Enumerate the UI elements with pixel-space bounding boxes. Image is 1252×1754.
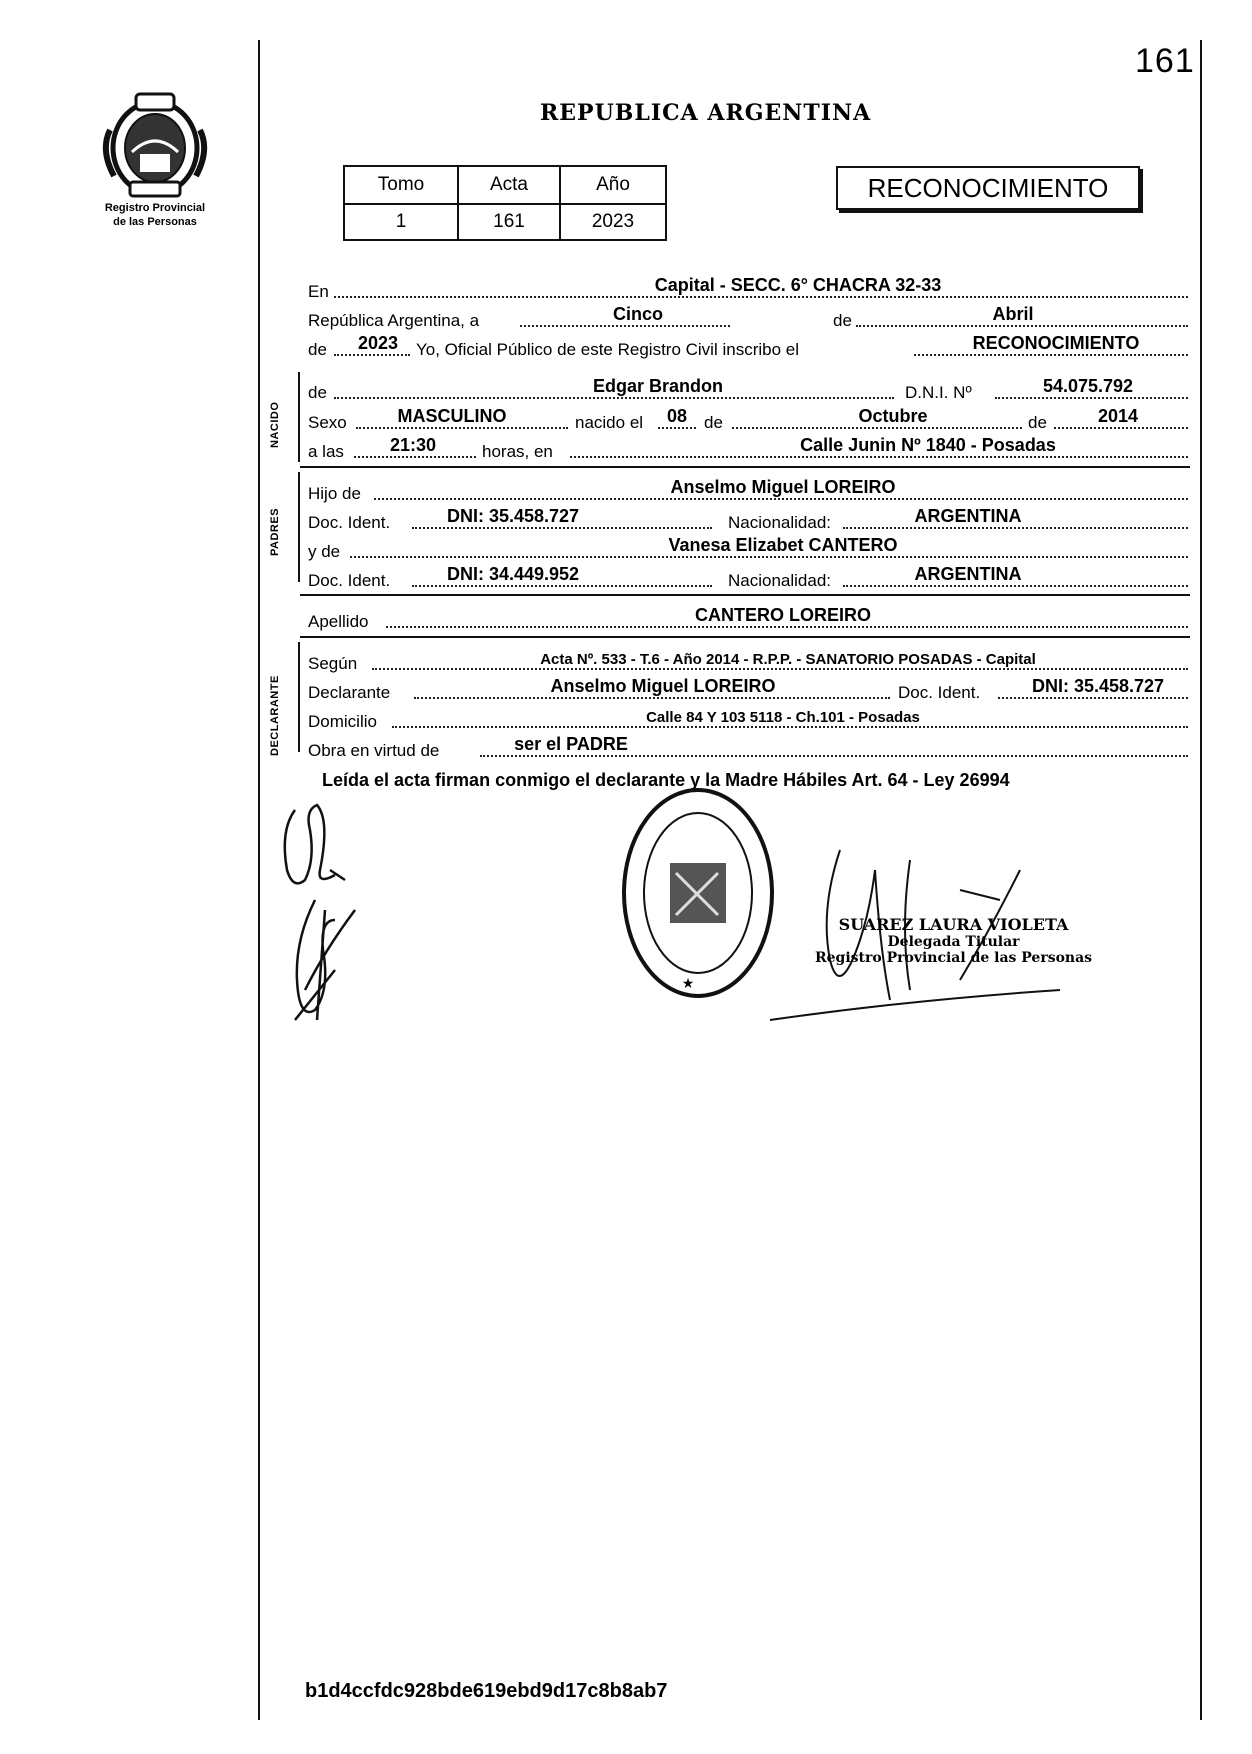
row-sexo — [308, 407, 1188, 433]
dotted-line — [998, 697, 1188, 699]
row-declarante — [308, 677, 1188, 703]
value-mother-name: Vanesa Elizabet CANTERO — [668, 535, 898, 555]
value-domicilio: Calle 84 Y 103 5118 - Ch.101 - Posadas — [646, 709, 920, 726]
registry-logo — [95, 90, 215, 228]
document-title: REPUBLICA ARGENTINA — [540, 100, 872, 126]
row-hijo-de — [308, 478, 1188, 504]
official-stamp-icon — [618, 783, 778, 1003]
label-dni: D.N.I. Nº — [905, 383, 972, 402]
logo-caption-line2: de las Personas — [113, 216, 197, 228]
table-value-tomo: 1 — [344, 204, 458, 240]
value-birth-day: 08 — [666, 406, 688, 426]
side-label-declarante: DECLARANTE — [269, 675, 281, 756]
label-de-birth-year: de — [1028, 413, 1047, 432]
label-domicilio: Domicilio — [308, 712, 377, 731]
dotted-line — [658, 427, 696, 429]
label-de: de — [833, 311, 852, 330]
section-separator — [300, 466, 1190, 468]
row-domicilio — [308, 706, 1188, 732]
dotted-line — [350, 556, 1188, 558]
label-de-year: de — [308, 340, 327, 359]
value-segun: Acta Nº. 533 - T.6 - Año 2014 - R.P.P. - SANATORIO POSADAS - Capital — [540, 651, 1036, 668]
label-doc-ident: Doc. Ident. — [898, 683, 981, 702]
dotted-line — [356, 427, 568, 429]
dotted-line — [386, 626, 1188, 628]
dotted-line — [334, 397, 894, 399]
value-father-nationality: ARGENTINA — [914, 506, 1022, 526]
label-hijo-de: Hijo de — [308, 484, 361, 503]
row-father-doc — [308, 507, 1188, 533]
official-signature-block — [815, 915, 1092, 966]
dotted-line — [843, 527, 1188, 529]
label-doc-ident: Doc. Ident. — [308, 571, 391, 590]
row-a-las — [308, 436, 1188, 462]
table-header-ano: Año — [560, 166, 666, 204]
logo-caption-line1: Registro Provincial — [104, 202, 206, 214]
row-republica — [308, 305, 1188, 331]
value-mother-doc: DNI: 34.449.952 — [446, 564, 580, 584]
label-inscribo: Yo, Oficial Público de este Registro Civil inscribo el — [416, 340, 799, 359]
value-birth-year: 2014 — [1097, 406, 1139, 426]
coat-of-arms-icon — [100, 90, 210, 200]
dotted-line — [412, 527, 712, 529]
table-value-acta: 161 — [458, 204, 560, 240]
page-number: 161 — [1135, 42, 1195, 80]
side-label-padres: PADRES — [269, 507, 281, 556]
label-republica: República Argentina, a — [308, 311, 480, 330]
label-y-de: y de — [308, 542, 341, 561]
row-segun — [308, 648, 1188, 674]
label-de-month: de — [704, 413, 723, 432]
dotted-line — [412, 585, 712, 587]
value-year: 2023 — [357, 333, 399, 353]
label-segun: Según — [308, 654, 358, 673]
declarante-signature-icon — [275, 790, 365, 1030]
label-declarante: Declarante — [308, 683, 391, 702]
dotted-line — [914, 354, 1188, 356]
table-header-acta: Acta — [458, 166, 560, 204]
dotted-line — [732, 427, 1022, 429]
value-birth-month: Octubre — [858, 406, 928, 426]
side-label-nacido: NACIDO — [269, 401, 281, 448]
official-role: Delegada Titular — [887, 934, 1020, 950]
dotted-line — [334, 296, 1188, 298]
value-sexo: MASCULINO — [397, 406, 507, 426]
dotted-line — [570, 456, 1188, 458]
value-place: Capital - SECC. 6° CHACRA 32-33 — [654, 275, 942, 295]
label-nacionalidad: Nacionalidad: — [728, 513, 832, 532]
value-father-name: Anselmo Miguel LOREIRO — [670, 477, 896, 497]
label-apellido: Apellido — [308, 612, 369, 631]
label-nacido-el: nacido el — [575, 413, 644, 432]
value-surname: CANTERO LOREIRO — [694, 605, 871, 625]
dotted-line — [856, 325, 1188, 327]
label-nacido-de: de — [308, 383, 327, 402]
value-declarante-name: Anselmo Miguel LOREIRO — [550, 676, 776, 696]
label-obra: Obra en virtud de — [308, 741, 440, 760]
record-type-box: RECONOCIMIENTO — [836, 166, 1140, 210]
label-doc-ident: Doc. Ident. — [308, 513, 391, 532]
dotted-line — [995, 397, 1188, 399]
right-margin-line — [1200, 40, 1202, 1720]
value-mother-nationality: ARGENTINA — [914, 564, 1022, 584]
value-month: Abril — [992, 304, 1034, 324]
value-inscribo: RECONOCIMIENTO — [972, 333, 1140, 353]
record-table — [343, 165, 667, 241]
row-obra — [308, 735, 1188, 761]
section-separator — [300, 636, 1190, 638]
label-en: En — [308, 282, 329, 301]
bracket-nacido — [298, 372, 300, 462]
dotted-line — [520, 325, 730, 327]
table-header-tomo: Tomo — [344, 166, 458, 204]
section-separator — [300, 594, 1190, 596]
official-office: Registro Provincial de las Personas — [815, 950, 1093, 966]
closing-statement: Leída el acta firman conmigo el declarante y la Madre Hábiles Art. 64 - Ley 26994 — [322, 770, 1010, 790]
dotted-line — [334, 354, 410, 356]
value-birth-place: Calle Junin Nº 1840 - Posadas — [800, 435, 1056, 455]
value-day: Cinco — [612, 304, 663, 324]
dotted-line — [843, 585, 1188, 587]
row-nacido-de — [308, 377, 1188, 403]
label-horas-en: horas, en — [482, 442, 553, 461]
official-name: SUAREZ LAURA VIOLETA — [838, 915, 1069, 934]
row-mother-doc — [308, 565, 1188, 591]
dotted-line — [1054, 427, 1188, 429]
dotted-line — [392, 726, 1188, 728]
document-hash: b1d4ccfdc928bde619ebd9d17c8b8ab7 — [305, 1680, 668, 1702]
label-nacionalidad: Nacionalidad: — [728, 571, 832, 590]
value-declarante-doc: DNI: 35.458.727 — [1031, 676, 1165, 696]
value-father-doc: DNI: 35.458.727 — [446, 506, 580, 526]
svg-text:★: ★ — [681, 976, 695, 992]
table-value-ano: 2023 — [560, 204, 666, 240]
row-year — [308, 334, 1188, 360]
dotted-line — [374, 498, 1188, 500]
dotted-line — [372, 668, 1188, 670]
value-obra: ser el PADRE — [514, 734, 628, 754]
left-margin-line — [258, 40, 260, 1720]
label-sexo: Sexo — [308, 413, 347, 432]
row-y-de — [308, 536, 1188, 562]
dotted-line — [414, 697, 890, 699]
label-a-las: a las — [308, 442, 344, 461]
row-en — [308, 276, 1188, 302]
value-child-dni: 54.075.792 — [1042, 376, 1134, 396]
dotted-line — [354, 456, 476, 458]
row-apellido — [308, 606, 1188, 632]
value-child-name: Edgar Brandon — [592, 376, 723, 396]
bracket-padres — [298, 472, 300, 582]
bracket-declarante — [298, 642, 300, 752]
dotted-line — [480, 755, 1188, 757]
value-birth-time: 21:30 — [389, 435, 437, 455]
